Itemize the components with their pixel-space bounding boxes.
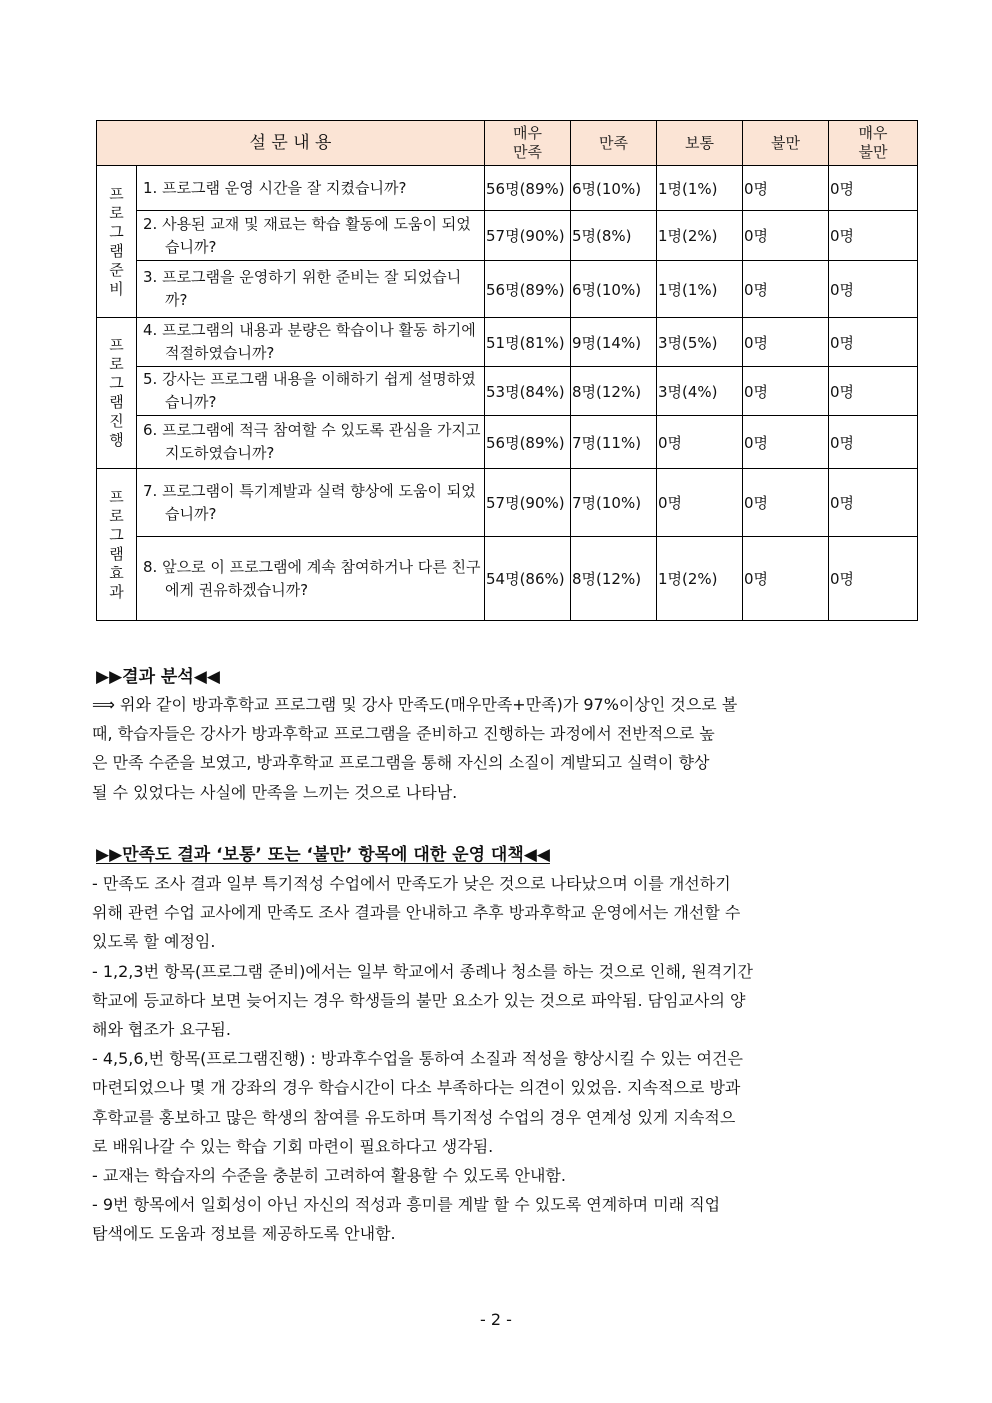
measures-line: 탐색에도 도움과 정보를 제공하도록 안내함. bbox=[92, 1224, 396, 1244]
value-cell: 0명 bbox=[743, 261, 829, 318]
question-cell: 4. 프로그램의 내용과 분량은 학습이나 활동 하기에 적절하였습니까? bbox=[137, 318, 485, 367]
measures-title: ▶▶만족도 결과 ‘보통’ 또는 ‘불만’ 항목에 대한 운영 대책◀◀ bbox=[96, 845, 550, 865]
measures-line: - 1,2,3번 항목(프로그램 준비)에서는 일부 학교에서 종례나 청소를 하는 것으로 인해, 원격기간 bbox=[92, 961, 753, 981]
value-cell: 0명 bbox=[829, 416, 918, 469]
analysis-line: ⟹ 위와 같이 방과후학교 프로그램 및 강사 만족도(매우만족+만족)가 97%이상인 것으로 볼 bbox=[92, 695, 738, 714]
table-row bbox=[97, 416, 918, 469]
value-cell: 0명 bbox=[743, 367, 829, 416]
value-cell: 8명(12%) bbox=[571, 367, 657, 416]
question-cell: 5. 강사는 프로그램 내용을 이해하기 쉽게 설명하였습니까? bbox=[137, 367, 485, 416]
measures-line: - 4,5,6,번 항목(프로그램진행) : 방과후수업을 통하여 소질과 적성을 향상시킬 수 있는 여건은 bbox=[92, 1049, 743, 1069]
measures-line: - 만족도 조사 결과 일부 특기적성 수업에서 만족도가 낮은 것으로 나타났으며 이를 개선하기 bbox=[92, 874, 731, 893]
measures-line: - 교재는 학습자의 수준을 충분히 고려하여 활용할 수 있도록 안내함. bbox=[92, 1166, 566, 1186]
question-cell: 2. 사용된 교재 및 재료는 학습 활동에 도움이 되었습니까? bbox=[137, 211, 485, 261]
value-cell: 54명(86%) bbox=[485, 537, 571, 621]
value-cell: 1명(1%) bbox=[657, 261, 743, 318]
value-cell: 5명(8%) bbox=[571, 211, 657, 261]
value-cell: 3명(4%) bbox=[657, 367, 743, 416]
value-cell: 57명(90%) bbox=[485, 469, 571, 537]
value-cell: 6명(10%) bbox=[571, 261, 657, 318]
value-cell: 0명 bbox=[743, 416, 829, 469]
value-cell: 0명 bbox=[743, 469, 829, 537]
table-row bbox=[97, 318, 918, 367]
value-cell: 6명(10%) bbox=[571, 166, 657, 211]
value-cell: 0명 bbox=[743, 537, 829, 621]
value-cell: 9명(14%) bbox=[571, 318, 657, 367]
question-cell: 3. 프로그램을 운영하기 위한 준비는 잘 되었습니까? bbox=[137, 261, 485, 318]
value-cell: 56명(89%) bbox=[485, 416, 571, 469]
measures-line: 해와 협조가 요구됨. bbox=[92, 1020, 231, 1040]
question-cell: 1. 프로그램 운영 시간을 잘 지켰습니까? bbox=[137, 166, 485, 211]
measures-line: 로 배워나갈 수 있는 학습 기회 마련이 필요하다고 생각됨. bbox=[92, 1136, 494, 1156]
value-cell: 1명(1%) bbox=[657, 166, 743, 211]
value-cell: 0명 bbox=[829, 318, 918, 367]
measures-paragraph bbox=[92, 869, 904, 1249]
header-very-dissatisfied: 매우 불만 bbox=[829, 121, 918, 166]
measures-line: 있도록 할 예정임. bbox=[92, 932, 216, 952]
value-cell: 3명(5%) bbox=[657, 318, 743, 367]
measures-line: 위해 관련 수업 교사에게 만족도 조사 결과를 안내하고 추후 방과후학교 운영에서는 개선할 수 bbox=[92, 903, 741, 923]
header-neutral: 보통 bbox=[657, 121, 743, 166]
header-very-satisfied: 매우 만족 bbox=[485, 121, 571, 166]
value-cell: 8명(12%) bbox=[571, 537, 657, 621]
analysis-line: 은 만족 수준을 보였고, 방과후학교 프로그램을 통해 자신의 소질이 계발되고 실력이 향상 bbox=[92, 753, 710, 773]
value-cell: 51명(81%) bbox=[485, 318, 571, 367]
table-row bbox=[97, 469, 918, 537]
analysis-line: 될 수 있었다는 사실에 만족을 느끼는 것으로 나타남. bbox=[92, 782, 458, 802]
value-cell: 0명 bbox=[743, 211, 829, 261]
value-cell: 0명 bbox=[657, 416, 743, 469]
value-cell: 0명 bbox=[829, 166, 918, 211]
analysis-line: 때, 학습자들은 강사가 방과후학교 프로그램을 준비하고 진행하는 과정에서 전반적으로 높 bbox=[92, 724, 715, 744]
value-cell: 0명 bbox=[743, 318, 829, 367]
value-cell: 1명(2%) bbox=[657, 537, 743, 621]
value-cell: 0명 bbox=[829, 211, 918, 261]
measures-line: - 9번 항목에서 일회성이 아닌 자신의 적성과 흥미를 계발 할 수 있도록 연계하며 미래 직업 bbox=[92, 1195, 721, 1215]
value-cell: 1명(2%) bbox=[657, 211, 743, 261]
value-cell: 57명(90%) bbox=[485, 211, 571, 261]
category-progress: 프 로 그 램 진 행 bbox=[97, 318, 137, 469]
table-row bbox=[97, 211, 918, 261]
value-cell: 0명 bbox=[829, 261, 918, 318]
table-row bbox=[97, 367, 918, 416]
value-cell: 0명 bbox=[829, 367, 918, 416]
header-content: 설 문 내 용 bbox=[97, 121, 485, 166]
value-cell: 56명(89%) bbox=[485, 166, 571, 211]
value-cell: 7명(10%) bbox=[571, 469, 657, 537]
page-number: - 2 - bbox=[480, 1310, 512, 1329]
measures-line: 학교에 등교하다 보면 늦어지는 경우 학생들의 불만 요소가 있는 것으로 파악됨. 담임교사의 양 bbox=[92, 990, 746, 1010]
question-cell: 7. 프로그램이 특기계발과 실력 향상에 도움이 되었습니까? bbox=[137, 469, 485, 537]
analysis-title: ▶▶결과 분석◀◀ bbox=[96, 667, 220, 687]
value-cell: 7명(11%) bbox=[571, 416, 657, 469]
question-cell: 8. 앞으로 이 프로그램에 계속 참여하거나 다른 친구에게 권유하겠습니까? bbox=[137, 537, 485, 621]
value-cell: 0명 bbox=[829, 537, 918, 621]
measures-line: 마련되었으나 몇 개 강좌의 경우 학습시간이 다소 부족하다는 의견이 있었음. 지속적으로 방과 bbox=[92, 1078, 741, 1098]
measures-line: 후학교를 홍보하고 많은 학생의 참여를 유도하며 특기적성 수업의 경우 연계성 있게 지속적으 bbox=[92, 1107, 736, 1127]
question-cell: 6. 프로그램에 적극 참여할 수 있도록 관심을 가지고 지도하였습니까? bbox=[137, 416, 485, 469]
value-cell: 56명(89%) bbox=[485, 261, 571, 318]
survey-table bbox=[96, 120, 918, 621]
category-preparation: 프 로 그 램 준 비 bbox=[97, 166, 137, 318]
value-cell: 0명 bbox=[829, 469, 918, 537]
table-row bbox=[97, 261, 918, 318]
table-row bbox=[97, 537, 918, 621]
category-effect: 프 로 그 램 효 과 bbox=[97, 469, 137, 621]
table-row bbox=[97, 166, 918, 211]
value-cell: 0명 bbox=[743, 166, 829, 211]
header-satisfied: 만족 bbox=[571, 121, 657, 166]
analysis-paragraph bbox=[92, 690, 904, 807]
header-dissatisfied: 불만 bbox=[743, 121, 829, 166]
value-cell: 0명 bbox=[657, 469, 743, 537]
value-cell: 53명(84%) bbox=[485, 367, 571, 416]
